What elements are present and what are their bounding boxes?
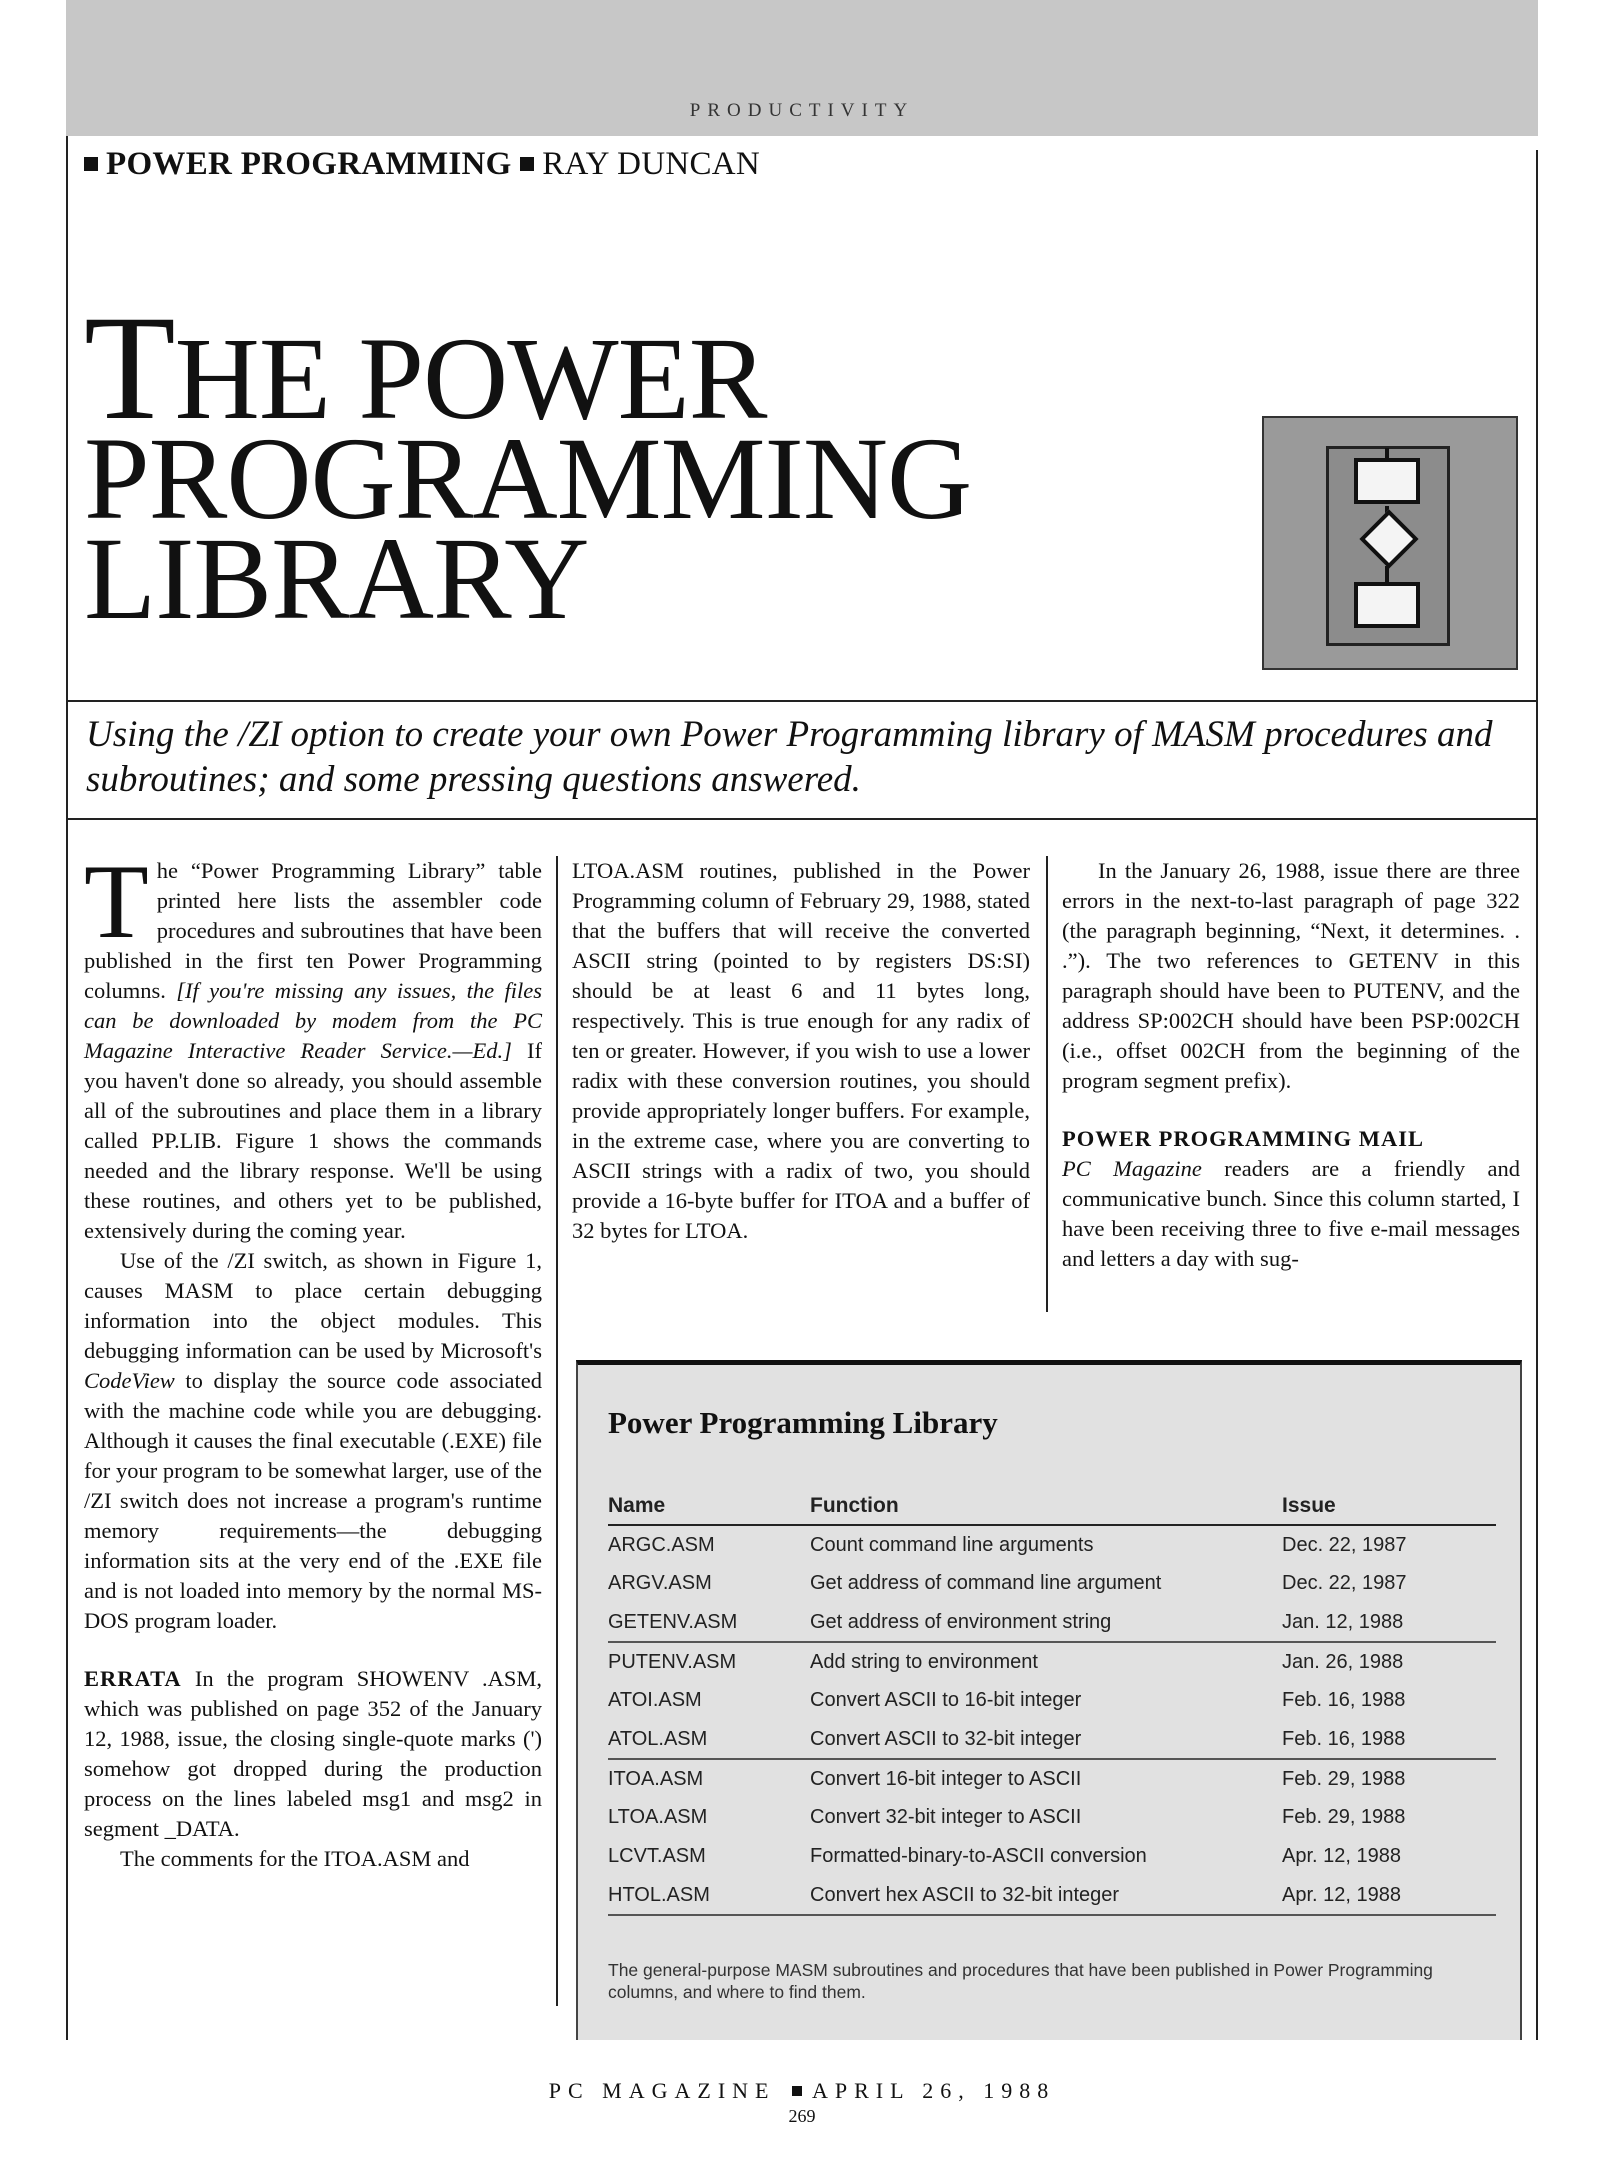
pc-magazine-name: PC Magazine (1062, 1156, 1202, 1181)
column-header-name: Name (608, 1491, 810, 1525)
table-row (608, 1720, 1496, 1759)
zi-text: Use of the /ZI switch, as shown in Figure 1, causes MASM to place certain debugging information into the object modules. This debugging information can be used by Microsoft's (84, 1248, 542, 1363)
table-row (608, 1642, 1496, 1681)
cell-issue: Dec. 22, 1987 (1282, 1533, 1407, 1556)
deck-rule-bottom (66, 818, 1538, 820)
column-rule (1046, 856, 1048, 1312)
title-line-3: LIBRARY (84, 513, 589, 644)
table-row (608, 1564, 1496, 1603)
table-row (608, 1525, 1496, 1564)
footer-date: APRIL 26, 1988 (811, 2078, 1056, 2103)
cell-function: Get address of command line argument (810, 1572, 1162, 1594)
drop-cap: T (84, 843, 149, 960)
title-initial: T (84, 285, 175, 451)
paragraph-errata (84, 1664, 542, 1844)
title-line-2: PROGRAMMING (84, 413, 972, 544)
table-row (608, 1798, 1496, 1837)
intro-text: he “Power Programming Library” table printed here lists the assembler code procedures and subroutines that have been published in the first ten Power Programming columns. (84, 858, 542, 1003)
intro-text-2: If you haven't done so already, you should assemble all of the subroutines and place them in a library called PP.LIB. Figure 1 shows the commands needed and the library response. We'll be using these routines, and others yet to be published, extensively during the coming year. (84, 1038, 542, 1243)
cell-name: ATOI.ASM (608, 1689, 702, 1711)
cell-issue: Jan. 12, 1988 (1282, 1603, 1496, 1642)
cell-name: LTOA.ASM (608, 1806, 708, 1828)
editor-note: [If you're missing any issues, the files can be downloaded by modem from the PC Magazine Interactive Reader Service.—Ed.] (84, 978, 543, 1063)
logo-process-box (1354, 458, 1420, 504)
cell-name: HTOL.ASM (608, 1876, 810, 1915)
article-deck: Using the /ZI option to create your own Power Programming library of MASM procedures and subroutines; and some pressing questions answered. (86, 714, 1493, 800)
cell-function: Formatted-binary-to-ASCII conversion (810, 1845, 1147, 1867)
table-row (608, 1681, 1496, 1720)
cell-name: PUTENV.ASM (608, 1650, 737, 1673)
table-row (608, 1759, 1496, 1798)
sidebar-caption: The general-purpose MASM subroutines and procedures that have been published in Power Programming columns, and where to find them. (608, 1960, 1433, 2002)
cell-function: Convert 16-bit integer to ASCII (810, 1767, 1082, 1790)
cell-issue: Jan. 26, 1988 (1282, 1650, 1404, 1673)
paragraph-intro (84, 843, 543, 1246)
column-header-issue: Issue (1282, 1491, 1496, 1525)
text-column-3 (1062, 856, 1520, 1274)
bullet-icon (792, 2086, 802, 2096)
sidebar-title: Power Programming Library (608, 1405, 998, 1440)
footer-magazine: PC MAGAZINE (548, 2078, 776, 2103)
cell-function: Add string to environment (810, 1650, 1038, 1673)
library-sidebar (576, 1360, 1522, 2040)
paragraph-comments-start: The comments for the ITOA.ASM and (120, 1846, 470, 1871)
title-line-1-text: HE POWER (174, 313, 767, 444)
paragraph-mail (1062, 1124, 1520, 1274)
cell-name: ITOA.ASM (608, 1767, 704, 1790)
byline (84, 146, 760, 183)
cell-issue: Apr. 12, 1988 (1282, 1845, 1401, 1867)
cell-name: ARGV.ASM (608, 1572, 712, 1594)
cell-function: Count command line arguments (810, 1533, 1094, 1556)
table-row (608, 1837, 1496, 1876)
table-row (608, 1603, 1496, 1642)
cell-name: ATOL.ASM (608, 1720, 810, 1759)
column-header-function: Function (810, 1491, 1282, 1525)
mail-heading: POWER PROGRAMMING MAIL (1062, 1126, 1424, 1151)
library-table (608, 1491, 1496, 1916)
section-label: PRODUCTIVITY (689, 100, 915, 121)
bullet-icon (520, 157, 534, 171)
paragraph-getenv-errata: In the January 26, 1988, issue there are three errors in the next-to-last paragraph of page 322 (the paragraph beginning, “Next, it determines. . .”). The two references to GETENV in this paragraph should have been to PUTENV, and the address SP:002CH should have been PSP:002CH (i.e., offset 002CH from the beginning of the program segment prefix). (1062, 858, 1520, 1093)
cell-function: Convert ASCII to 16-bit integer (810, 1689, 1082, 1711)
cell-function: Get address of environment string (810, 1603, 1282, 1642)
cell-function: Convert ASCII to 32-bit integer (810, 1720, 1282, 1759)
cell-issue: Feb. 16, 1988 (1282, 1720, 1496, 1759)
table-row (608, 1876, 1496, 1915)
errata-heading: ERRATA (84, 1666, 182, 1691)
cell-issue: Apr. 12, 1988 (1282, 1876, 1496, 1915)
zi-text-2: to display the source code associated with the machine code while you are debugging. Although it causes the final executable (.EXE) file for your program to be somewhat larger, use of the /ZI switch does not increase a program's runtime memory requirements—the debugging information sits at the very end of the .EXE file and is not loaded into memory by the normal MS-DOS program loader. (84, 1368, 542, 1633)
bullet-icon (84, 157, 98, 171)
codeview-name: CodeView (84, 1368, 175, 1393)
page-rule-right (1536, 150, 1538, 2040)
errata-text: In the program SHOWENV .ASM, which was published on page 352 of the January 12, 1988, issue, the closing single-quote marks (') somehow got dropped during the production process on the lines labeled msg1 and msg2 in segment _DATA. (84, 1666, 542, 1841)
cell-issue: Feb. 29, 1988 (1282, 1767, 1406, 1790)
table-header-row (608, 1491, 1496, 1525)
column-rule (556, 856, 558, 2006)
cell-issue: Feb. 29, 1988 (1282, 1806, 1406, 1828)
text-column-2 (572, 856, 1030, 1246)
page-footer (66, 2078, 1538, 2104)
page-number: 269 (788, 2106, 816, 2126)
article-title (84, 285, 972, 644)
mail-text: readers are a friendly and communicative bunch. Since this column started, I have been receiving three to five e-mail messages and letters a day with sug- (1062, 1156, 1520, 1271)
author-name: RAY DUNCAN (542, 146, 761, 182)
page-rule-left (66, 136, 68, 2040)
cell-issue: Feb. 16, 1988 (1282, 1689, 1406, 1711)
text-column-1 (84, 843, 543, 1874)
cell-name: LCVT.ASM (608, 1845, 706, 1867)
paragraph-zi-switch (84, 1246, 542, 1636)
cell-issue: Dec. 22, 1987 (1282, 1572, 1407, 1594)
cell-function: Convert 32-bit integer to ASCII (810, 1806, 1082, 1828)
flowchart-logo-icon (1262, 416, 1518, 670)
cell-function: Convert hex ASCII to 32-bit integer (810, 1876, 1282, 1915)
cell-name: GETENV.ASM (608, 1603, 810, 1642)
column-name: POWER PROGRAMMING (106, 146, 512, 182)
logo-process-box (1354, 582, 1420, 628)
cell-name: ARGC.ASM (608, 1533, 715, 1556)
deck-rule-top (66, 700, 1538, 702)
paragraph-comments-cont: LTOA.ASM routines, published in the Power Programming column of February 29, 1988, stated that the buffers that will receive the converted ASCII string (pointed to by registers DS:SI) should be at least 6 and 11 bytes long, respectively. This is true enough for any radix of ten or greater. However, if you wish to use a lower radix with these conversion routines, you should provide appropriately longer buffers. For example, in the extreme case, where you are converting to ASCII strings with a radix of two, you should provide a 16-byte buffer for ITOA and a buffer of 32 bytes for LTOA. (572, 858, 1030, 1243)
